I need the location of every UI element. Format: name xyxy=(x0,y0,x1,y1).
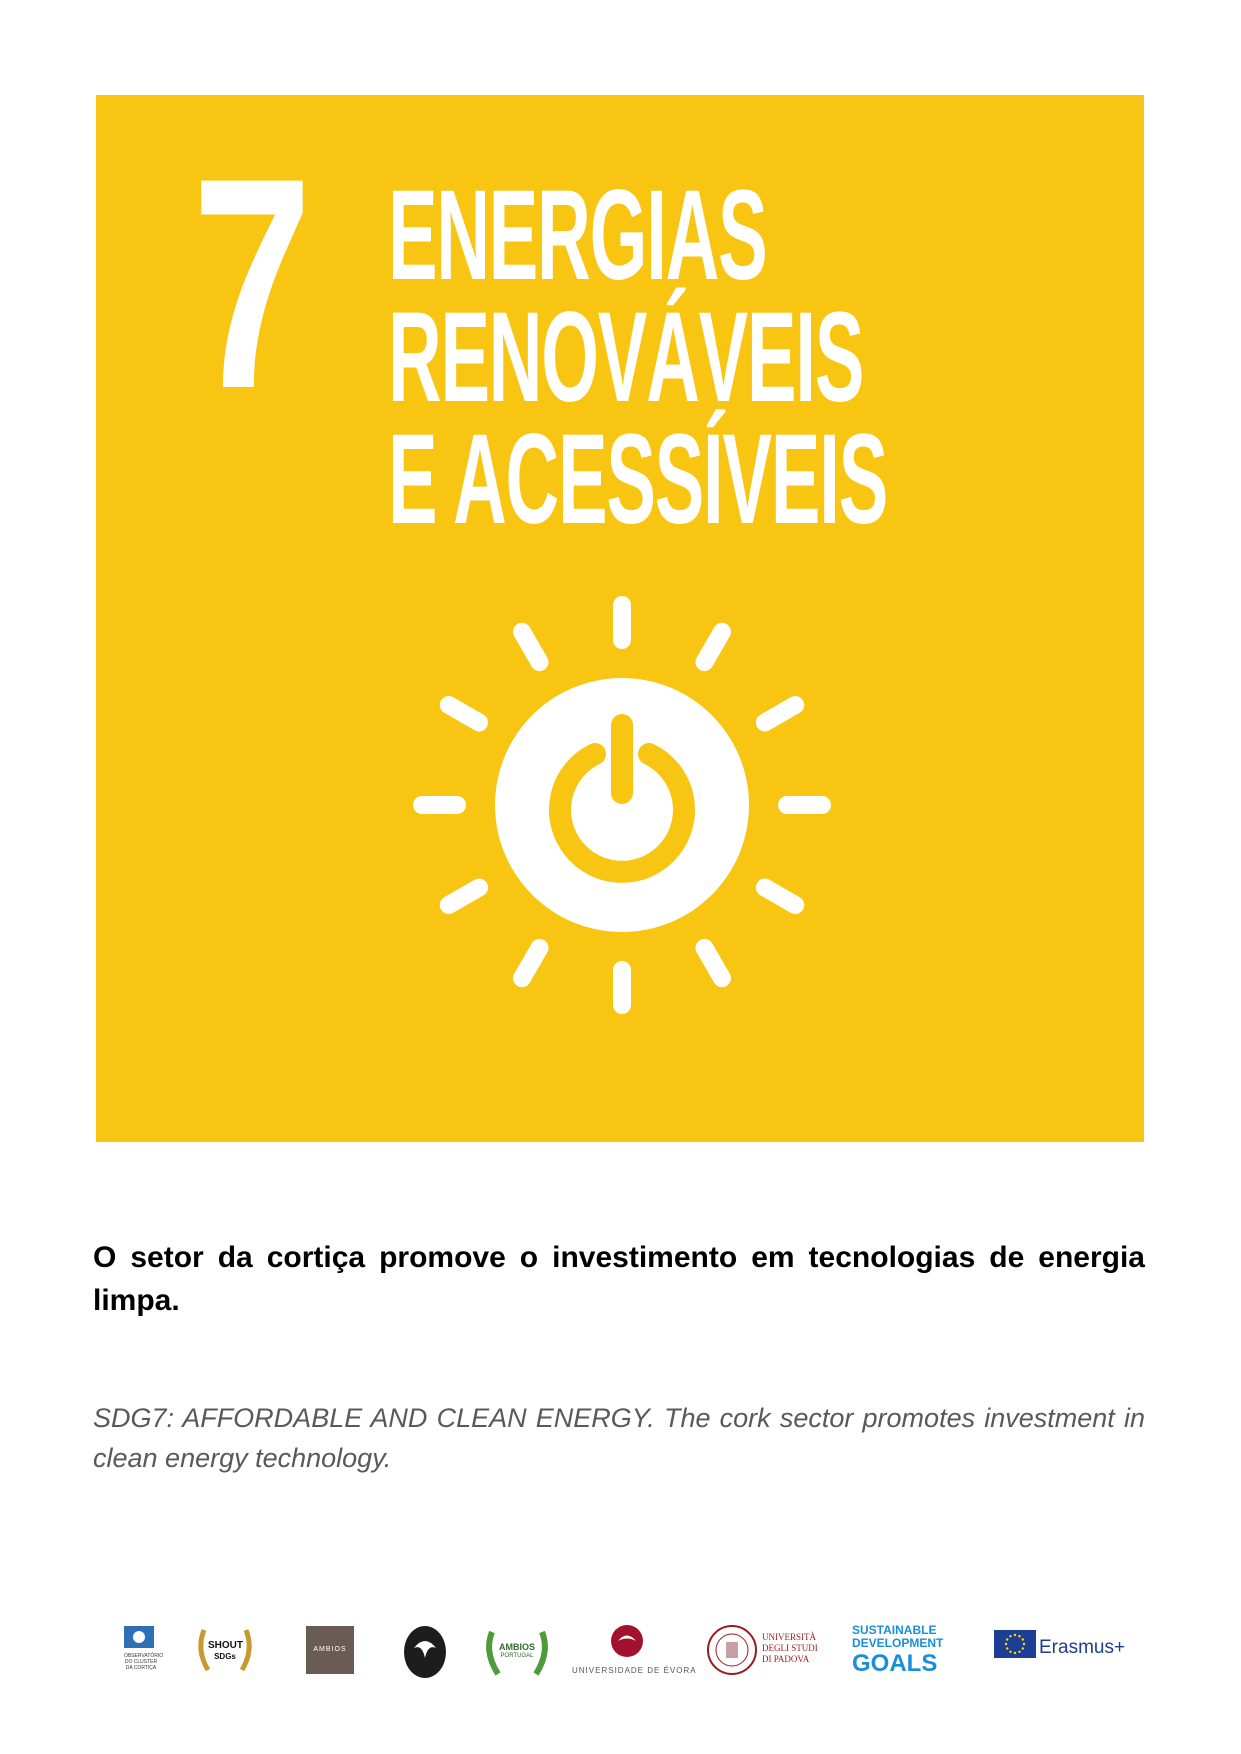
eu-star xyxy=(1022,1647,1024,1649)
sun-ray xyxy=(522,948,540,978)
sdg-logo-label xyxy=(852,1624,962,1650)
eu-stars-icon xyxy=(994,1630,1036,1658)
eu-star xyxy=(1009,1635,1011,1637)
eu-star xyxy=(1022,1638,1024,1640)
sun-ray xyxy=(449,888,479,906)
eu-star xyxy=(1014,1634,1016,1636)
eu-star xyxy=(1009,1651,1011,1653)
padova-label xyxy=(762,1632,822,1665)
sun-ray xyxy=(765,705,795,723)
sdg-title-line: E ACESSÍVEIS xyxy=(388,408,888,551)
eu-star xyxy=(1005,1643,1007,1645)
sun-ray xyxy=(449,705,479,723)
footer-logos xyxy=(0,1610,1241,1700)
eu-flag-icon xyxy=(994,1630,1036,1658)
padova-seal-icon xyxy=(706,1624,758,1676)
sun-ray xyxy=(522,632,540,662)
sun-power-icon xyxy=(392,575,852,1035)
padova-line: UNIVERSITÀ xyxy=(762,1632,816,1642)
sdg-title xyxy=(388,164,1088,551)
shout-label: SHOUT xyxy=(208,1640,243,1651)
shout-sdgs-logo xyxy=(194,1622,256,1678)
evora-emblem-icon xyxy=(610,1624,644,1658)
bird-emblem-icon xyxy=(402,1624,448,1680)
eu-star xyxy=(1006,1647,1008,1649)
cork-observatory-icon xyxy=(124,1626,154,1648)
sdg-card xyxy=(96,95,1144,1142)
eu-star xyxy=(1018,1651,1020,1653)
ambios-logo: AMBIOS xyxy=(306,1626,354,1674)
ambios-portugal-logo xyxy=(484,1622,550,1682)
sun-ray xyxy=(705,632,723,662)
padova-line: DEGLI STUDI xyxy=(762,1643,818,1653)
cork-observatory-label: OBSERVATÓRIO DO CLUSTER DA CORTIÇA xyxy=(124,1653,164,1671)
eu-star xyxy=(1014,1652,1016,1654)
ambios-portugal-sub-label: PORTUGAL xyxy=(500,1653,534,1659)
sdg-number: 7 xyxy=(192,115,310,451)
eu-star xyxy=(1018,1635,1020,1637)
leaf-wreath-icon xyxy=(484,1622,550,1682)
caption-portuguese: O setor da cortiça promove o investimento em tecnologias de energia limpa. xyxy=(93,1241,1145,1317)
eu-star xyxy=(1006,1638,1008,1640)
erasmus-label: Erasmus+ xyxy=(1039,1637,1126,1658)
sun-ray xyxy=(765,888,795,906)
eu-star xyxy=(1023,1643,1025,1645)
sdg-goals-label: GOALS xyxy=(852,1650,938,1677)
sun-ray xyxy=(705,948,723,978)
shout-sub-label: SDGs xyxy=(214,1652,236,1661)
cork-observatory-logo xyxy=(124,1626,164,1671)
evora-label: UNIVERSIDADE DE ÉVORA xyxy=(572,1666,697,1675)
sdg-title-line: RENOVÁVEIS xyxy=(388,286,864,429)
sdg-logo-line: SUSTAINABLE xyxy=(852,1623,937,1637)
padova-line: DI PADOVA xyxy=(762,1654,810,1664)
ambios-portugal-label: AMBIOS xyxy=(499,1642,535,1652)
sdg-logo-line: DEVELOPMENT xyxy=(852,1636,944,1650)
caption-english: SDG7: AFFORDABLE AND CLEAN ENERGY. The cork sector promotes investment in clean energy technology. xyxy=(93,1403,1145,1473)
sdg-title-line: ENERGIAS xyxy=(388,164,767,307)
